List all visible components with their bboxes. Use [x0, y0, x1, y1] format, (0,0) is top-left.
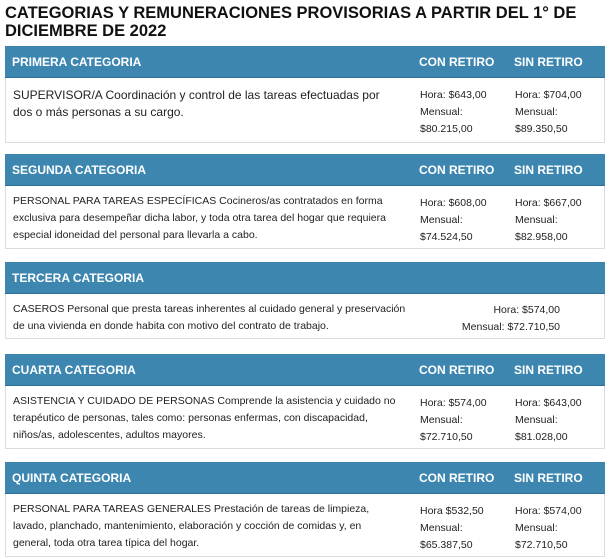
con-retiro-values: [420, 195, 510, 246]
sin-retiro-values: [515, 503, 605, 554]
category-block-cuarta: [5, 354, 605, 449]
sin-retiro-values: [515, 395, 605, 446]
column-header-con-retiro: CON RETIRO: [419, 55, 495, 69]
category-header: [5, 354, 605, 386]
category-name: QUINTA CATEGORIA: [12, 471, 132, 485]
category-row: [5, 186, 605, 249]
monthly-label: Mensual:: [515, 522, 558, 534]
monthly-rate: $74.524,50: [420, 231, 473, 243]
hourly-rate: Hora: $704,00: [515, 89, 582, 101]
monthly-label: Mensual:: [420, 522, 463, 534]
monthly-rate: $82.958,00: [515, 231, 568, 243]
single-rate-values: [462, 302, 560, 336]
sin-retiro-values: [515, 195, 605, 246]
hourly-rate: Hora: $608,00: [420, 197, 487, 209]
hourly-rate: Hora: $574,00: [515, 505, 582, 517]
page-title: CATEGORIAS Y REMUNERACIONES PROVISORIAS A PARTIR DEL 1° DE DICIEMBRE DE 2022: [5, 4, 577, 40]
category-block-segunda: [5, 154, 605, 249]
hourly-rate: Hora $532,50: [420, 505, 484, 517]
monthly-label: Mensual:: [420, 414, 463, 426]
hourly-rate: Hora: $574,00: [420, 397, 487, 409]
monthly-rate: $72.710,50: [420, 431, 473, 443]
category-row: [5, 386, 605, 449]
category-description: ASISTENCIA Y CUIDADO DE PERSONAS Comprende la asistencia y cuidado no terapéutico de personas, tales como: personas enfermas, con discapacidad, niños/as, adolescentes, adultos mayores.: [13, 395, 396, 441]
hourly-rate: Hora: $667,00: [515, 197, 582, 209]
con-retiro-values: [420, 503, 510, 554]
column-header-con-retiro: CON RETIRO: [419, 363, 495, 377]
column-header-con-retiro: CON RETIRO: [419, 471, 495, 485]
hourly-rate: Hora: $643,00: [420, 89, 487, 101]
monthly-label: Mensual:: [515, 414, 558, 426]
category-name: TERCERA CATEGORIA: [12, 271, 144, 285]
column-header-sin-retiro: SIN RETIRO: [514, 163, 583, 177]
hourly-rate: Hora: $574,00: [493, 304, 560, 316]
monthly-rate: $80.215,00: [420, 123, 473, 135]
monthly-label: Mensual:: [515, 214, 558, 226]
monthly-rate: $81.028,00: [515, 431, 568, 443]
category-description: SUPERVISOR/A Coordinación y control de las tareas efectuadas por dos o más personas a su cargo.: [13, 88, 380, 119]
category-block-primera: [5, 46, 605, 143]
category-header: [5, 262, 605, 294]
column-header-con-retiro: CON RETIRO: [419, 163, 495, 177]
category-header: [5, 462, 605, 494]
monthly-rate: Mensual: $72.710,50: [461, 321, 560, 333]
column-header-sin-retiro: SIN RETIRO: [514, 55, 583, 69]
monthly-rate: $72.710,50: [515, 539, 568, 551]
column-header-sin-retiro: SIN RETIRO: [514, 363, 583, 377]
monthly-label: Mensual:: [420, 214, 463, 226]
category-row: [5, 494, 605, 557]
category-description: PERSONAL PARA TAREAS ESPECÍFICAS Cocineros/as contratados en forma exclusiva para desempeñar dicha labor, y toda otra tarea del hogar que requiera especial idoneidad del personal para llevarla a cabo.: [13, 195, 386, 241]
monthly-label: Mensual:: [515, 106, 558, 118]
category-block-quinta: [5, 462, 605, 557]
con-retiro-values: [420, 395, 510, 446]
con-retiro-values: [420, 87, 510, 138]
monthly-rate: $89.350,50: [515, 123, 568, 135]
sin-retiro-values: [515, 87, 605, 138]
column-header-sin-retiro: SIN RETIRO: [514, 471, 583, 485]
category-name: CUARTA CATEGORIA: [12, 363, 136, 377]
monthly-rate: $65.387,50: [420, 539, 473, 551]
monthly-label: Mensual:: [420, 106, 463, 118]
category-header: [5, 46, 605, 78]
category-header: [5, 154, 605, 186]
category-description: PERSONAL PARA TAREAS GENERALES Prestación de tareas de limpieza, lavado, planchado, mantenimiento, elaboración y cocción de comidas y, en general, toda otra tarea típica del hogar.: [13, 503, 370, 549]
category-row: [5, 294, 605, 339]
category-description: CASEROS Personal que presta tareas inherentes al cuidado general y preservación de una vivienda en donde habita con motivo del contrato de trabajo.: [13, 303, 406, 332]
category-row: [5, 78, 605, 143]
hourly-rate: Hora: $643,00: [515, 397, 582, 409]
category-name: PRIMERA CATEGORIA: [12, 55, 142, 69]
category-name: SEGUNDA CATEGORIA: [12, 163, 147, 177]
category-block-tercera: [5, 262, 605, 339]
